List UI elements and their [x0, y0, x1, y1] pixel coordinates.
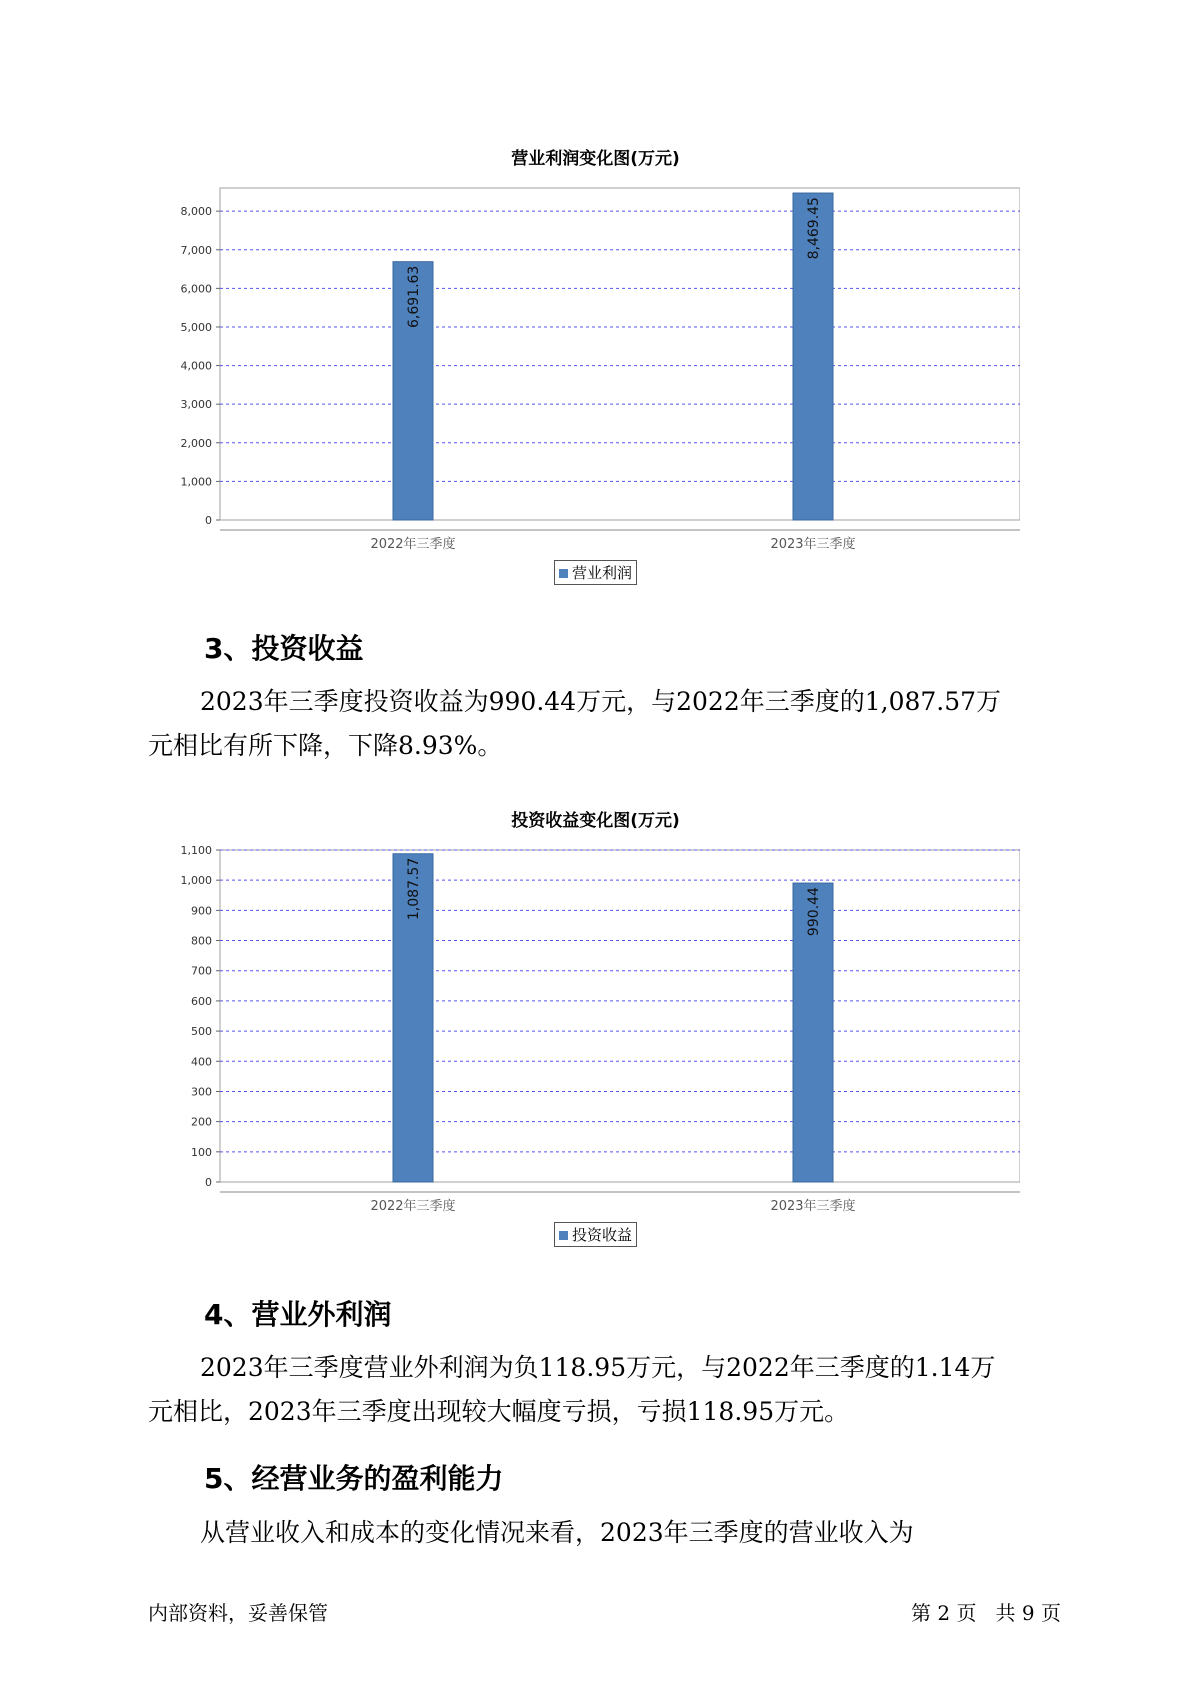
bar-data-label: 8,469.45 — [806, 197, 822, 260]
section-3-paragraph — [148, 680, 1048, 768]
y-tick-label: 1,000 — [180, 874, 212, 888]
plot-frame — [220, 850, 1020, 1182]
bar-data-label: 6,691.63 — [406, 265, 422, 329]
chart1-legend — [554, 560, 637, 585]
para-line: 元相比有所下降，下降8.93%。 — [148, 731, 503, 760]
section-4-heading: 4、营业外利润 — [204, 1298, 392, 1331]
bar-data-label: 1,087.57 — [406, 857, 422, 921]
y-tick-label: 4,000 — [180, 359, 212, 373]
section-5-heading: 5、经营业务的盈利能力 — [204, 1462, 504, 1495]
y-tick-label: 100 — [191, 1145, 212, 1159]
footer-left: 内部资料，妥善保管 — [148, 1601, 328, 1625]
chart2-svg — [160, 842, 1020, 1212]
para-line: 2023年三季度营业外利润为负118.95万元，与2022年三季度的1.14万 — [200, 1353, 996, 1382]
y-tick-label: 8,000 — [180, 205, 212, 219]
y-tick-label: 2,000 — [180, 436, 212, 450]
legend-swatch — [559, 1231, 568, 1240]
y-tick-label: 900 — [191, 904, 212, 918]
chart2-legend — [554, 1222, 637, 1247]
para-line: 从营业收入和成本的变化情况来看，2023年三季度的营业收入为 — [200, 1518, 914, 1547]
y-tick-label: 700 — [191, 964, 212, 978]
y-tick-label: 1,000 — [180, 475, 212, 489]
y-tick-label: 7,000 — [180, 243, 212, 257]
y-tick-label: 600 — [191, 994, 212, 1008]
x-tick-label: 2023年三季度 — [770, 537, 856, 550]
y-tick-label: 500 — [191, 1025, 212, 1039]
x-tick-label: 2022年三季度 — [370, 537, 456, 550]
footer-page-number: 第 2 页 共 9 页 — [911, 1601, 1061, 1625]
para-line: 2023年三季度投资收益为990.44万元，与2022年三季度的1,087.57万 — [200, 687, 1002, 716]
y-tick-label: 0 — [205, 1176, 212, 1189]
y-tick-label: 200 — [191, 1115, 212, 1129]
y-tick-label: 300 — [191, 1085, 212, 1099]
x-tick-label: 2023年三季度 — [770, 1199, 856, 1212]
section-4-paragraph — [148, 1346, 1048, 1434]
para-line: 元相比，2023年三季度出现较大幅度亏损，亏损118.95万元。 — [148, 1397, 850, 1426]
bar-data-label: 990.44 — [806, 887, 822, 937]
y-tick-label: 800 — [191, 934, 212, 948]
section-3-heading: 3、投资收益 — [204, 632, 364, 665]
chart2-title: 投资收益变化图(万元) — [511, 811, 680, 831]
y-tick-label: 0 — [205, 514, 212, 527]
y-tick-label: 5,000 — [180, 320, 212, 334]
legend-label: 投资收益 — [572, 1226, 633, 1244]
chart1-svg — [160, 180, 1020, 550]
y-tick-label: 3,000 — [180, 398, 212, 412]
plot-frame — [220, 188, 1020, 520]
legend-swatch — [559, 569, 568, 578]
chart1-title: 营业利润变化图(万元) — [511, 149, 680, 169]
y-tick-label: 1,100 — [180, 844, 212, 857]
y-tick-label: 400 — [191, 1055, 212, 1069]
section-5-paragraph — [148, 1511, 1048, 1555]
x-tick-label: 2022年三季度 — [370, 1199, 456, 1212]
y-tick-label: 6,000 — [180, 282, 212, 296]
legend-label: 营业利润 — [572, 564, 633, 582]
